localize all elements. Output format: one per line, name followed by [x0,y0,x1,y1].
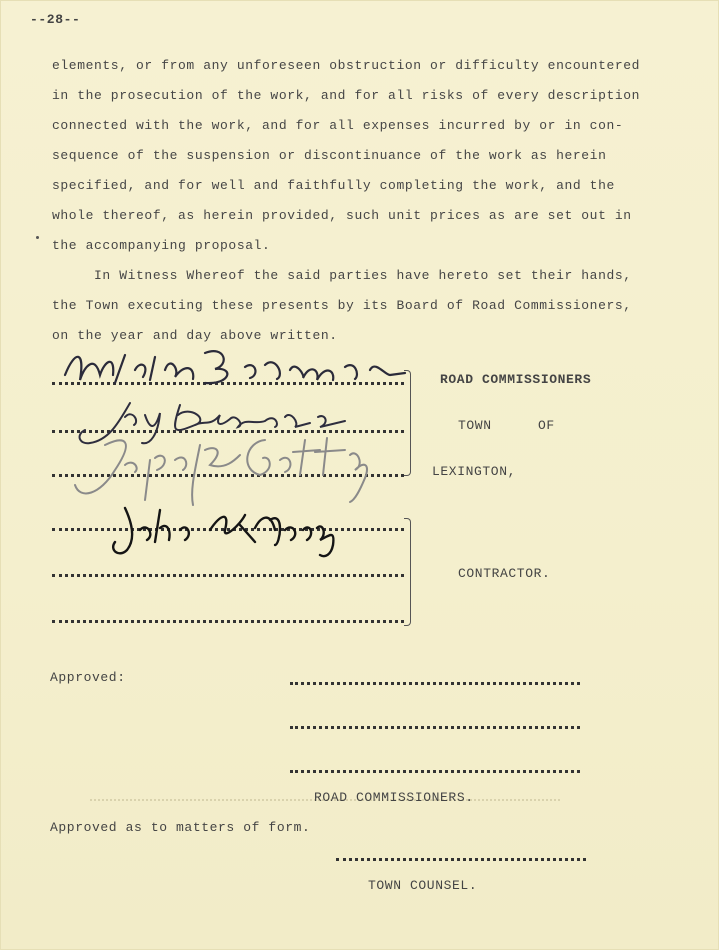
body-line-3: connected with the work, and for all expenses incurred by or in con- [52,118,624,133]
approved-label: Approved: [50,670,126,685]
approved-form-label: Approved as to matters of form. [50,820,311,835]
body-line-8: In Witness Whereof the said parties have hereto set their hands, [52,268,632,283]
ink-speck [36,236,39,239]
signature-gessey [105,500,345,565]
approval-line-2 [290,724,580,729]
body-line-5: specified, and for well and faithfully completing the work, and the [52,178,615,193]
body-line-6: whole thereof, as herein provided, such unit prices as are set out in [52,208,632,223]
counsel-signature-line [336,856,586,861]
body-line-7: the accompanying proposal. [52,238,271,253]
town-label: TOWN [458,418,492,433]
approval-road-commissioners-label: ROAD COMMISSIONERS. [314,790,474,805]
of-label: OF [538,418,555,433]
signature-line-6 [52,618,404,623]
body-line-2: in the prosecution of the work, and for all risks of every description [52,88,641,103]
road-commissioners-label: ROAD COMMISSIONERS [440,372,592,387]
page-number: --28-- [30,12,81,27]
contractor-brace [404,518,411,626]
body-line-4: sequence of the suspension or discontinuance of the work as herein [52,148,607,163]
body-line-9: the Town executing these presents by its Board of Road Commissioners, [52,298,632,313]
town-counsel-label: TOWN COUNSEL. [368,878,478,893]
signature-line-5 [52,572,404,577]
signature-scammon [55,345,415,400]
town-name: LEXINGTON, [432,464,517,479]
approval-line-1 [290,680,580,685]
body-line-10: on the year and day above written. [52,328,338,343]
contractor-label: CONTRACTOR. [458,566,551,581]
approval-line-3 [290,768,580,773]
body-line-1: elements, or from any unforeseen obstruction or difficulty encountered [52,58,641,73]
